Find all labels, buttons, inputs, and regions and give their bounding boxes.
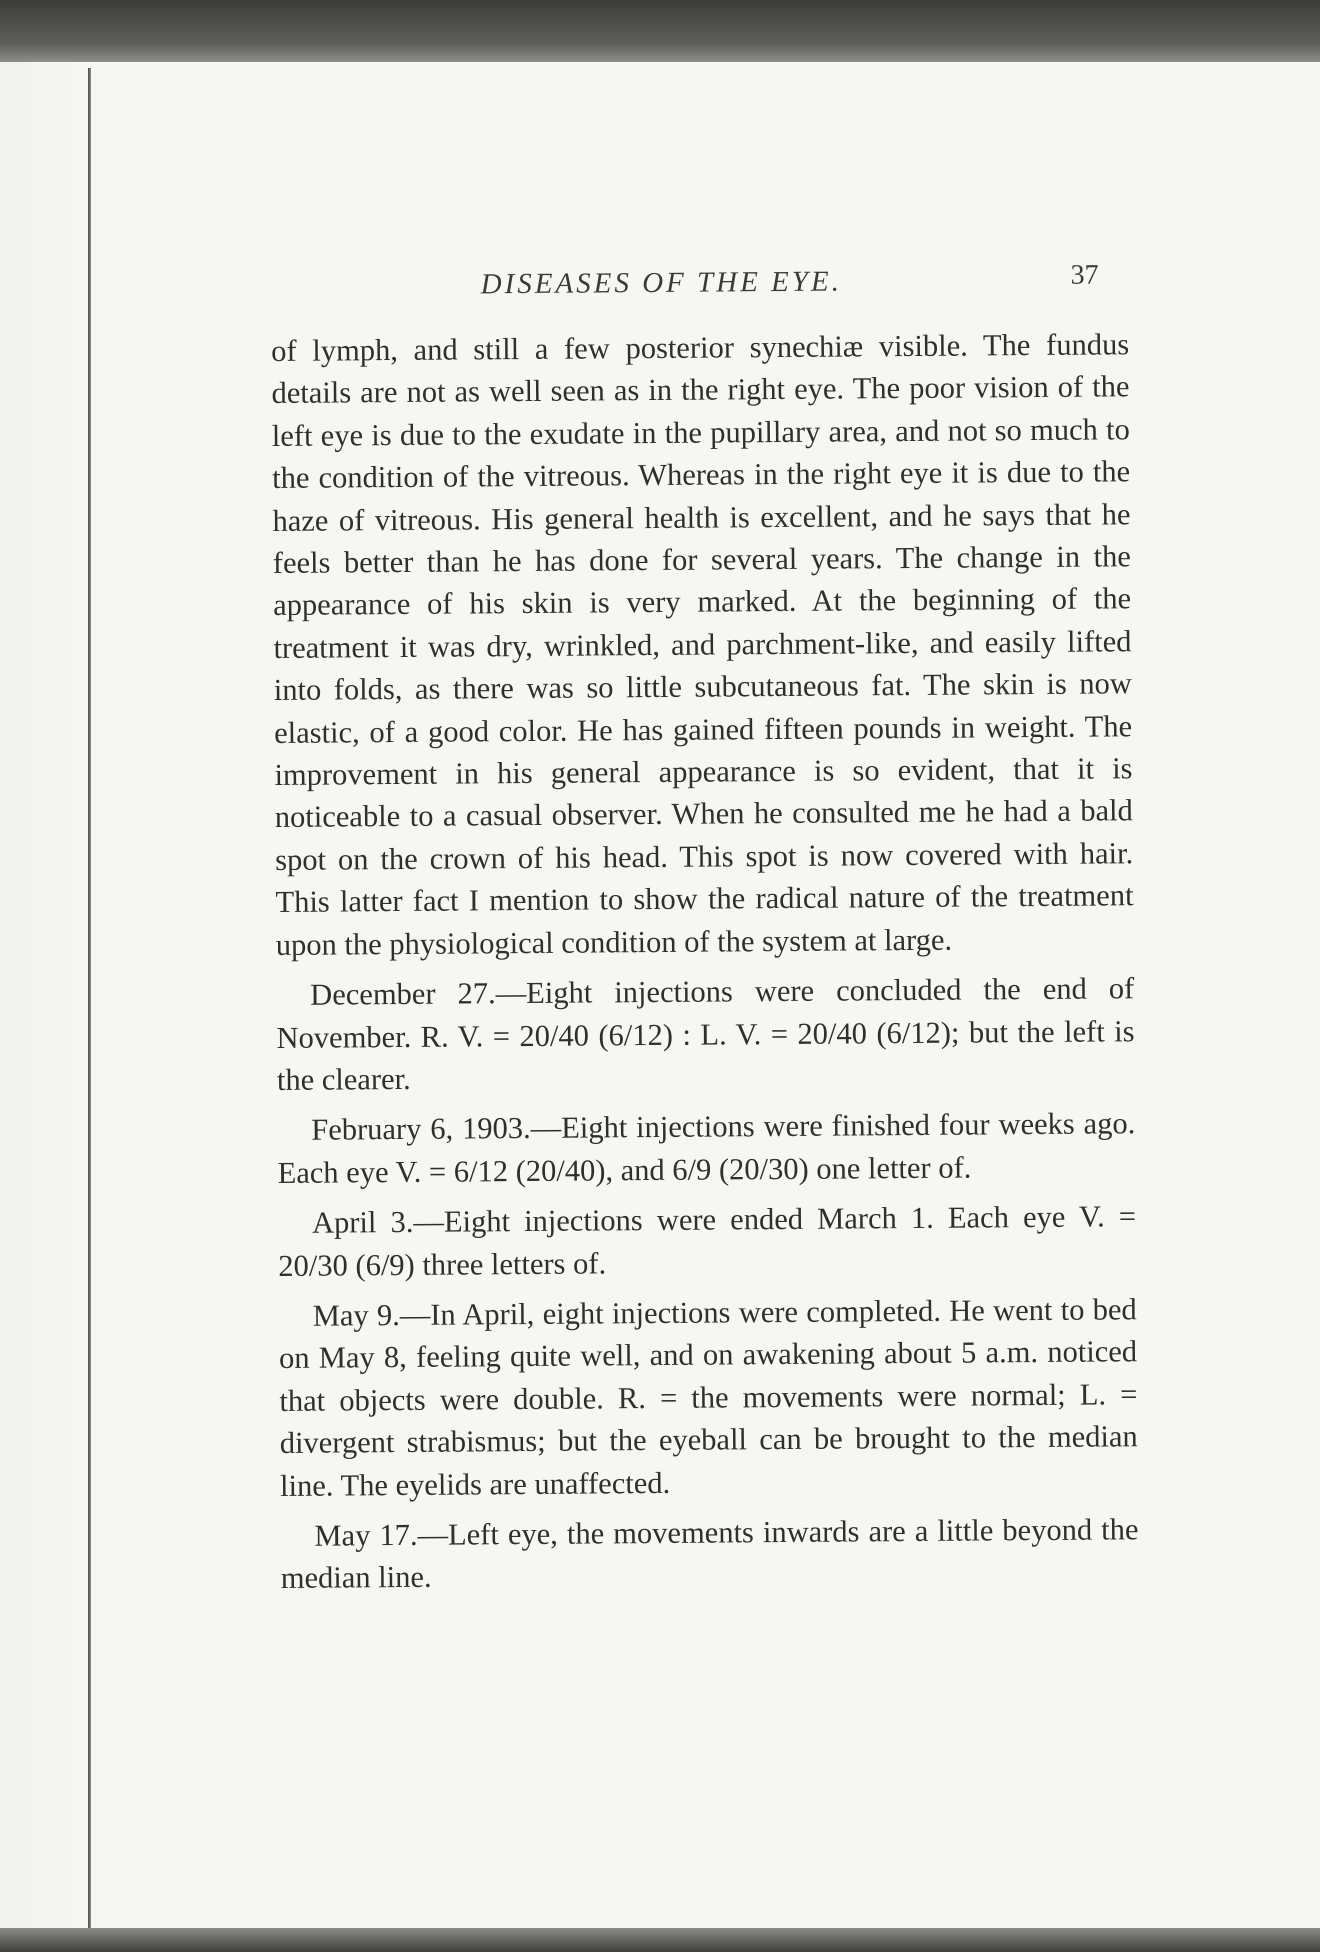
text-block (270, 195, 1139, 1596)
book-page (0, 62, 1320, 1928)
scan-top-edge (0, 0, 1320, 62)
running-head-title: DISEASES OF THE EYE. (480, 265, 843, 301)
paragraph-may-17: May 17.—Left eye, the movements inwards are a little beyond the median line. (280, 1512, 1139, 1596)
binding-gutter-line (88, 68, 91, 1928)
page-left-margin (0, 62, 86, 1928)
scan-bottom-edge (0, 1928, 1320, 1952)
paragraph-continuation: of lymph, and still a few posterior synechiæ visible. The fundus details are not as well seen as in the right eye. The poor vision of the left eye is due to the exudate in the pupillary area, and not so much to the condition of the vitreous. Whereas in the right eye it is due to the haze of vitreous. His general health is excellent, and he says that he feels better than he has done for several years. The change in the appearance of his skin is very marked. At the beginning of the treatment it was dry, wrinkled, and parchment-like, and easily lifted into folds, as there was so little subcutaneous fat. The skin is now elastic, of a good color. He has gained fifteen pounds in weight. The improvement in his general appearance is so evident, that it is noticeable to a casual observer. When he consulted me he had a bald spot on the crown of his head. This spot is now covered with hair. This latter fact I mention to show the radical nature of the treatment upon the physiological condition of the system at large. (271, 327, 1134, 962)
page-number: 37 (1070, 259, 1099, 291)
page-body (271, 323, 1139, 1607)
paragraph-february-6: February 6, 1903.—Eight injections were finished four weeks ago. Each eye V. = 6/12 (20/40), and 6/9 (20/30) one letter of. (277, 1106, 1136, 1190)
running-head (270, 195, 1128, 301)
paragraph-may-9: May 9.—In April, eight injections were completed. He went to bed on May 8, feeling quite well, and on awakening about 5 a.m. noticed that objects were double. R. = the movements were normal; L. = divergent strabismus; but the eyeball can be brought to the median line. The eyelids are unaffected. (278, 1292, 1138, 1503)
paragraph-december-27: December 27.—Eight injections were concluded the end of November. R. V. = 20/40 (6/12) : L. V. = 20/40 (6/12); but the left is the clearer. (276, 971, 1135, 1097)
paragraph-april-3: April 3.—Eight injections were ended March 1. Each eye V. = 20/30 (6/9) three letters of. (278, 1199, 1137, 1283)
